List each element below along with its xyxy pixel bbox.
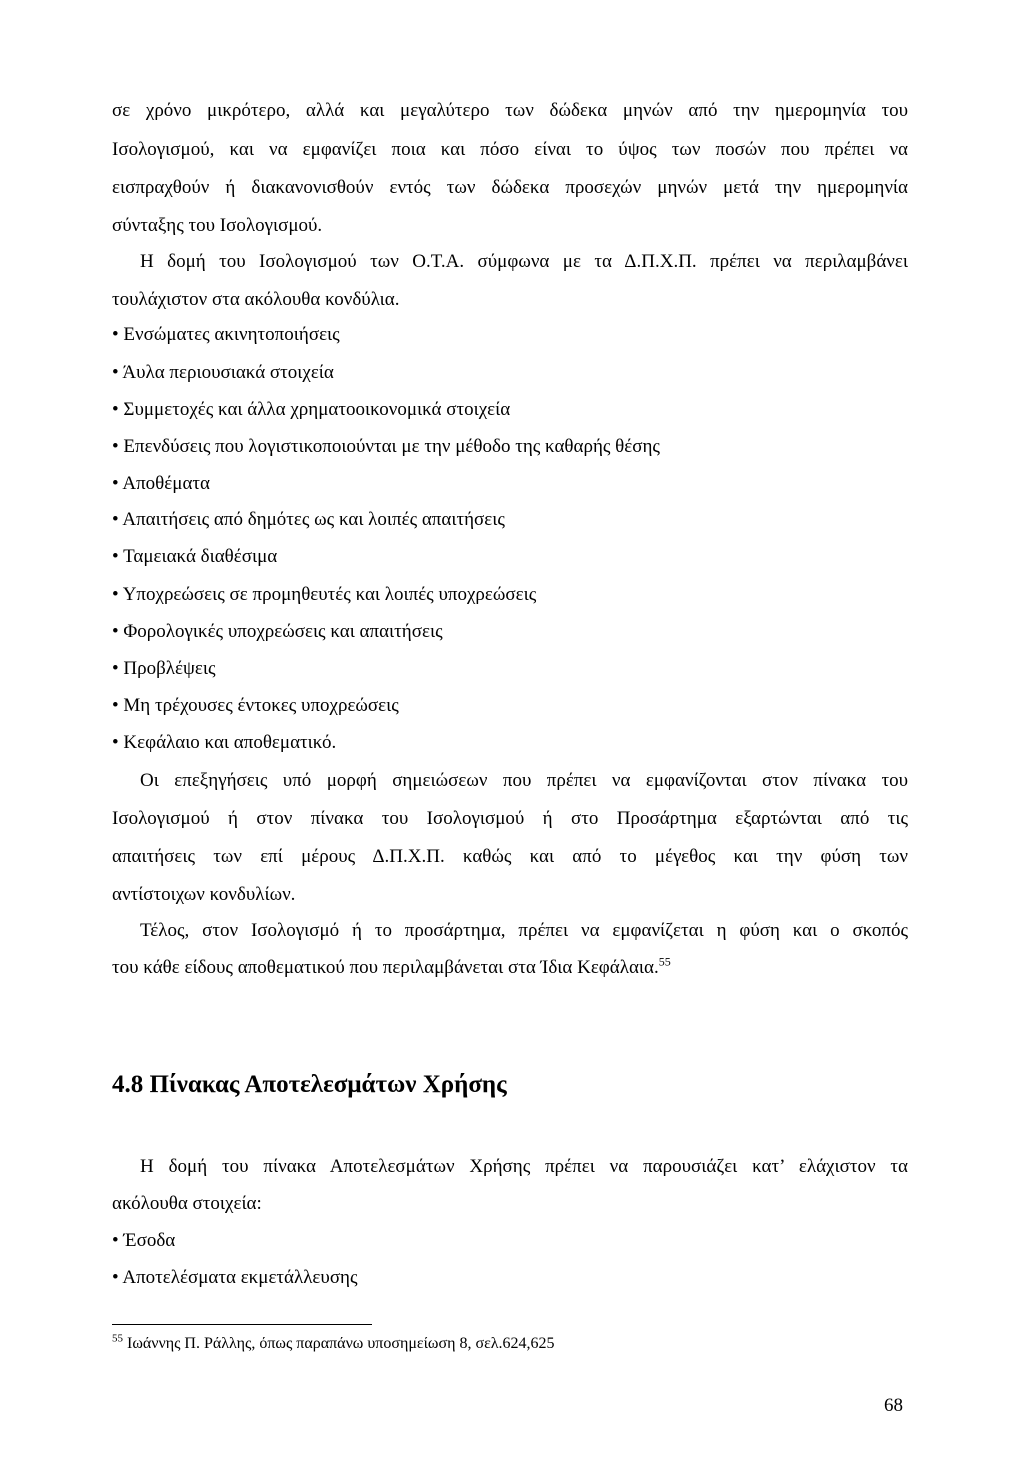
paragraph-line: τουλάχιστον στα ακόλουθα κονδύλια.	[112, 289, 400, 310]
list-item: • Απαιτήσεις από δημότες ως και λοιπές απαιτήσεις	[112, 508, 908, 532]
footnote-number: 55	[112, 1332, 123, 1345]
paragraph-line: Τέλος, στον Ισολογισμό ή το προσάρτημα, πρέπει να εμφανίζεται η φύση και ο σκοπός	[140, 920, 908, 941]
paragraph-line: απαιτήσεις των επί μέρους Δ.Π.Χ.Π. καθώς και από το μέγεθος και την φύση των	[112, 846, 908, 867]
paragraph-line: σε χρόνο μικρότερο, αλλά και μεγαλύτερο των δώδεκα μηνών από την ημερομηνία του	[112, 100, 908, 121]
paragraph-line: Ισολογισμού, και να εμφανίζει ποια και πόσο είναι το ύψος των ποσών που πρέπει να	[112, 139, 908, 160]
list-item: • Κεφάλαιο και αποθεματικό.	[112, 731, 908, 755]
list-item: • Υποχρεώσεις σε προμηθευτές και λοιπές υποχρεώσεις	[112, 583, 908, 607]
list-item: • Αποτελέσματα εκμετάλλευσης	[112, 1266, 908, 1290]
section-heading: 4.8 Πίνακας Αποτελεσμάτων Χρήσης	[112, 1071, 507, 1098]
footnote-reference: 55	[658, 954, 671, 969]
paragraph-text: του κάθε είδους αποθεματικού που περιλαμβάνεται στα Ίδια Κεφάλαια.	[112, 957, 659, 978]
footnote-text: Ιωάννης Π. Ράλλης, όπως παραπάνω υποσημείωση 8, σελ.624,625	[127, 1335, 555, 1352]
paragraph-line: ακόλουθα στοιχεία:	[112, 1193, 262, 1214]
paragraph-line	[112, 956, 908, 980]
paragraph-line: Η δομή του Ισολογισμού των Ο.Τ.Α. σύμφωνα με τα Δ.Π.Χ.Π. πρέπει να περιλαμβάνει	[140, 251, 908, 272]
list-item: • Ενσώματες ακινητοποιήσεις	[112, 323, 908, 347]
paragraph-line: σύνταξης του Ισολογισμού.	[112, 215, 323, 236]
list-item: • Έσοδα	[112, 1229, 908, 1253]
list-item: • Μη τρέχουσες έντοκες υποχρεώσεις	[112, 694, 908, 718]
paragraph-line: αντίστοιχων κονδυλίων.	[112, 884, 296, 905]
list-item: • Αποθέματα	[112, 472, 908, 496]
footnote	[112, 1334, 555, 1354]
list-item: • Προβλέψεις	[112, 657, 908, 681]
list-item: • Άυλα περιουσιακά στοιχεία	[112, 361, 908, 385]
list-item: • Φορολογικές υποχρεώσεις και απαιτήσεις	[112, 620, 908, 644]
paragraph-line: Ισολογισμού ή στον πίνακα του Ισολογισμού ή στο Προσάρτημα εξαρτώνται από τις	[112, 808, 908, 829]
list-item: • Επενδύσεις που λογιστικοποιούνται με την μέθοδο της καθαρής θέσης	[112, 435, 908, 459]
paragraph-line: Οι επεξηγήσεις υπό μορφή σημειώσεων που πρέπει να εμφανίζονται στον πίνακα του	[140, 770, 908, 791]
paragraph-line: Η δομή του πίνακα Αποτελεσμάτων Χρήσης πρέπει να παρουσιάζει κατ’ ελάχιστον τα	[140, 1156, 908, 1177]
page-number: 68	[884, 1395, 903, 1416]
list-item: • Συμμετοχές και άλλα χρηματοοικονομικά στοιχεία	[112, 398, 908, 422]
paragraph-line: εισπραχθούν ή διακανονισθούν εντός των δώδεκα προσεχών μηνών μετά την ημερομηνία	[112, 177, 908, 198]
list-item: • Ταμειακά διαθέσιμα	[112, 545, 908, 569]
footnote-divider	[112, 1324, 372, 1325]
